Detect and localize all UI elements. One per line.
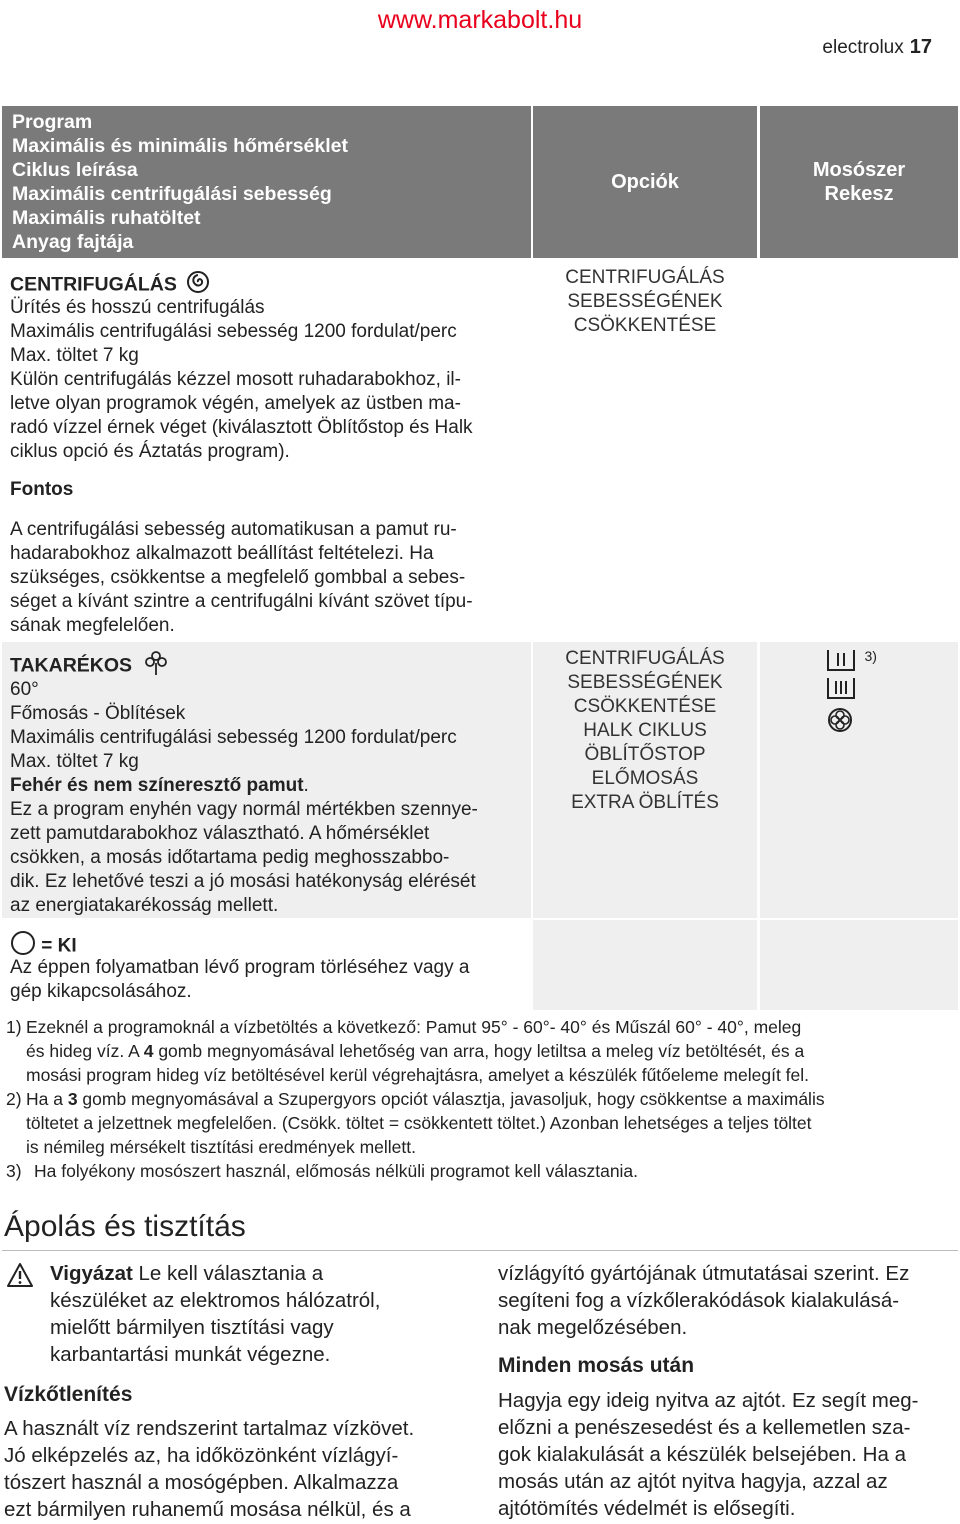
button-number: 3 xyxy=(67,1089,78,1109)
footnote-number: 1) xyxy=(6,1017,22,1037)
footnote-line: Ha folyékony mosószert használ, előmosás nélküli programot kell választania. xyxy=(34,1161,639,1181)
footnote-line: is némileg mérsékelt tisztítási eredmények mellett. xyxy=(26,1137,416,1157)
table-header-program xyxy=(2,106,531,258)
table-header-options xyxy=(533,106,757,258)
material-line xyxy=(10,774,525,798)
compartment-three-icon xyxy=(826,676,856,705)
options-header-label: Opciók xyxy=(611,170,679,193)
economy-desc-line: csökken, a mosás időtartama pedig meghosszabbo- xyxy=(10,847,450,868)
section-divider xyxy=(2,1250,958,1251)
off-line: gép kikapcsolásához. xyxy=(10,981,192,1002)
header-line: Maximális centrifugálási sebesség xyxy=(12,183,332,205)
page-header xyxy=(822,36,932,59)
descale-line: Jó elképzelés az, ha időközönként vízlágyí- xyxy=(4,1444,399,1467)
after-wash-text xyxy=(498,1387,960,1522)
centrifuge-line: Maximális centrifugálási sebesség 1200 fordulat/perc xyxy=(10,321,457,342)
warning-icon xyxy=(6,1262,34,1293)
detergent-icons xyxy=(826,648,906,739)
footnote-text: gomb megnyomásával lehetőség van arra, hogy letiltsa a meleg víz betöltését, és a xyxy=(153,1041,805,1061)
footnote-line: mosási program hideg víz betöltésével kerül végrehajtásra, amelyet a készülék fűtőeleme melegít fel. xyxy=(26,1065,810,1085)
economy-options xyxy=(533,647,757,815)
important-line: szükséges, csökkentse a megfelelő gombbal a sebes- xyxy=(10,567,466,588)
off-program-text xyxy=(10,930,525,1004)
economy-desc-line: az energiatakarékosság mellett. xyxy=(10,895,279,916)
option-item: ÖBLÍTŐSTOP xyxy=(584,744,706,765)
footnotes xyxy=(0,1015,960,1185)
footnote-line xyxy=(26,1087,958,1111)
footnote-text: Ha a xyxy=(26,1089,68,1109)
footnote-line xyxy=(26,1039,958,1063)
off-line: Az éppen folyamatban lévő program törléséhez vagy a xyxy=(10,957,470,978)
descale-title: Vízkőtlenítés xyxy=(4,1383,133,1406)
warning-line: készüléket az elektromos hálózatról, xyxy=(50,1289,381,1312)
option-item: ELŐMOSÁS xyxy=(591,768,699,789)
centrifuge-line: Ürítés és hosszú centrifugálás xyxy=(10,297,265,318)
option-item: CSÖKKENTÉSE xyxy=(573,696,717,717)
after-line: mosás után az ajtót nyitva hagyja, azzal az xyxy=(498,1470,888,1493)
footnote-text: gomb megnyomásával a Szupergyors opciót választja, javasoljuk, hogy csökkentse a maximális xyxy=(77,1089,825,1109)
softener-flower-icon xyxy=(826,706,854,739)
row-off-detergent xyxy=(760,920,958,1010)
after-line: előzni a penészesedést és a kellemetlen sza- xyxy=(498,1416,911,1439)
warning-text-part: Le kell választania a xyxy=(132,1262,324,1285)
detergent-header-line: Mosószer xyxy=(812,159,906,181)
eco-flower-icon xyxy=(143,650,169,683)
option-item: SEBESSÉGÉNEK xyxy=(567,672,723,693)
economy-desc-line: dik. Ez lehetővé teszi a jó mosási hatékonyság elérését xyxy=(10,871,476,892)
button-number: 4 xyxy=(143,1041,154,1061)
after-line: Hagyja egy ideig nyitva az ajtót. Ez segít meg- xyxy=(498,1389,919,1412)
program-title-off: = KI xyxy=(41,935,77,957)
after-wash-title: Minden mosás után xyxy=(498,1354,695,1377)
important-line: hadarabokhoz alkalmazott beállítást feltételezi. Ha xyxy=(10,543,434,564)
important-line: séget a kívánt szintre a centrifugálni kívánt szövet típu- xyxy=(10,591,473,612)
material-suffix: . xyxy=(303,775,309,796)
detergent-header-line: Rekesz xyxy=(824,183,894,205)
centrifuge-options xyxy=(533,266,757,338)
descale-line: vízlágyító gyártójának útmutatásai szerint. Ez xyxy=(498,1262,910,1285)
centrifuge-line: radó vízzel érnek véget (kiválasztott Öblítőstop és Halk xyxy=(10,417,473,438)
centrifuge-line: Max. töltet 7 kg xyxy=(10,345,139,366)
economy-line: 60° xyxy=(10,679,39,700)
detergent-footnote-ref: 3) xyxy=(864,648,877,664)
warning-line xyxy=(50,1260,470,1287)
header-line: Anyag fajtája xyxy=(12,231,134,253)
descale-continued xyxy=(498,1260,960,1341)
brand-name: electrolux xyxy=(822,37,904,58)
header-line: Maximális ruhatöltet xyxy=(12,207,201,229)
section-title: Ápolás és tisztítás xyxy=(4,1210,246,1243)
economy-line: Főmosás - Öblítések xyxy=(10,703,186,724)
important-line: sának megfelelően. xyxy=(10,615,175,636)
centrifuge-line: ciklus opció és Áztatás program). xyxy=(10,441,290,462)
option-item: HALK CIKLUS xyxy=(583,720,707,741)
centrifuge-line: Külön centrifugálás kézzel mosott ruhadarabokhoz, il- xyxy=(10,369,461,390)
material-type: Fehér és nem színeresztő pamut xyxy=(10,775,304,796)
table-header-detergent xyxy=(760,106,958,258)
descale-line: segíteni fog a vízkőlerakódások kialakulásá- xyxy=(498,1289,900,1312)
economy-line: Maximális centrifugálási sebesség 1200 fordulat/perc xyxy=(10,727,457,748)
warning-label: Vigyázat xyxy=(50,1262,133,1285)
compartment-two-icon xyxy=(826,648,856,677)
important-line: A centrifugálási sebesség automatikusan a pamut ru- xyxy=(10,519,457,540)
economy-desc-line: zett pamutdarabokhoz választható. A hőmérséklet xyxy=(10,823,430,844)
warning-line: karbantartási munkát végezne. xyxy=(50,1343,331,1366)
warning-line: mielőtt bármilyen tisztítási vagy xyxy=(50,1316,334,1339)
header-line: Program xyxy=(12,111,93,133)
row-off-options xyxy=(533,920,757,1010)
footnote-number: 2) xyxy=(6,1089,22,1109)
descale-line: ezt bármilyen ruhanemű mosása nélkül, és a xyxy=(4,1498,411,1521)
descale-line: tószert használ a mosógépben. Alkalmazza xyxy=(4,1471,399,1494)
descale-text xyxy=(4,1415,474,1523)
descale-line: nak megelőzésében. xyxy=(498,1316,688,1339)
option-item: EXTRA ÖBLÍTÉS xyxy=(571,792,719,813)
option-item: CENTRIFUGÁLÁS xyxy=(565,648,725,669)
watermark-url: www.markabolt.hu xyxy=(377,6,583,34)
footnote-text: és hideg víz. A xyxy=(26,1041,144,1061)
descale-line: A használt víz rendszerint tartalmaz vízkövet. xyxy=(4,1417,415,1440)
option-item: CSÖKKENTÉSE xyxy=(573,315,717,336)
row-centrifuge-detergent xyxy=(760,260,958,640)
important-title: Fontos xyxy=(10,479,74,500)
program-title-economy: TAKARÉKOS xyxy=(10,654,133,677)
after-line: ajtótömítés védelmét is elősegíti. xyxy=(498,1497,796,1520)
economy-line: Max. töltet 7 kg xyxy=(10,751,139,772)
footnote-line: töltetet a jelzettnek megfelelően. (Csökk. töltet = csökkentett töltet.) Azonban lehetséges a teljes töltet xyxy=(26,1113,812,1133)
header-line: Maximális és minimális hőmérséklet xyxy=(12,135,348,157)
footnote-line: Ezeknél a programoknál a vízbetöltés a következő: Pamut 95° - 60°- 40° és Műszál 60° - 40°, meleg xyxy=(26,1017,802,1037)
footnote-number: 3) xyxy=(6,1161,22,1181)
centrifuge-program-text xyxy=(10,270,525,464)
header-line: Ciklus leírása xyxy=(12,159,138,181)
page-number: 17 xyxy=(909,36,932,58)
centrifuge-line: letve olyan programok végén, amelyek az üstben ma- xyxy=(10,393,461,414)
after-line: gok kialakulását a készülék belsejében. Ha a xyxy=(498,1443,906,1466)
important-note xyxy=(10,478,525,638)
program-title-centrifuge: CENTRIFUGÁLÁS xyxy=(10,273,177,296)
economy-desc-line: Ez a program enyhén vagy normál mértékben szennye- xyxy=(10,799,478,820)
economy-program-text xyxy=(10,650,525,918)
warning-text xyxy=(50,1260,470,1368)
option-item: CENTRIFUGÁLÁS xyxy=(565,267,725,288)
option-item: SEBESSÉGÉNEK xyxy=(567,291,723,312)
